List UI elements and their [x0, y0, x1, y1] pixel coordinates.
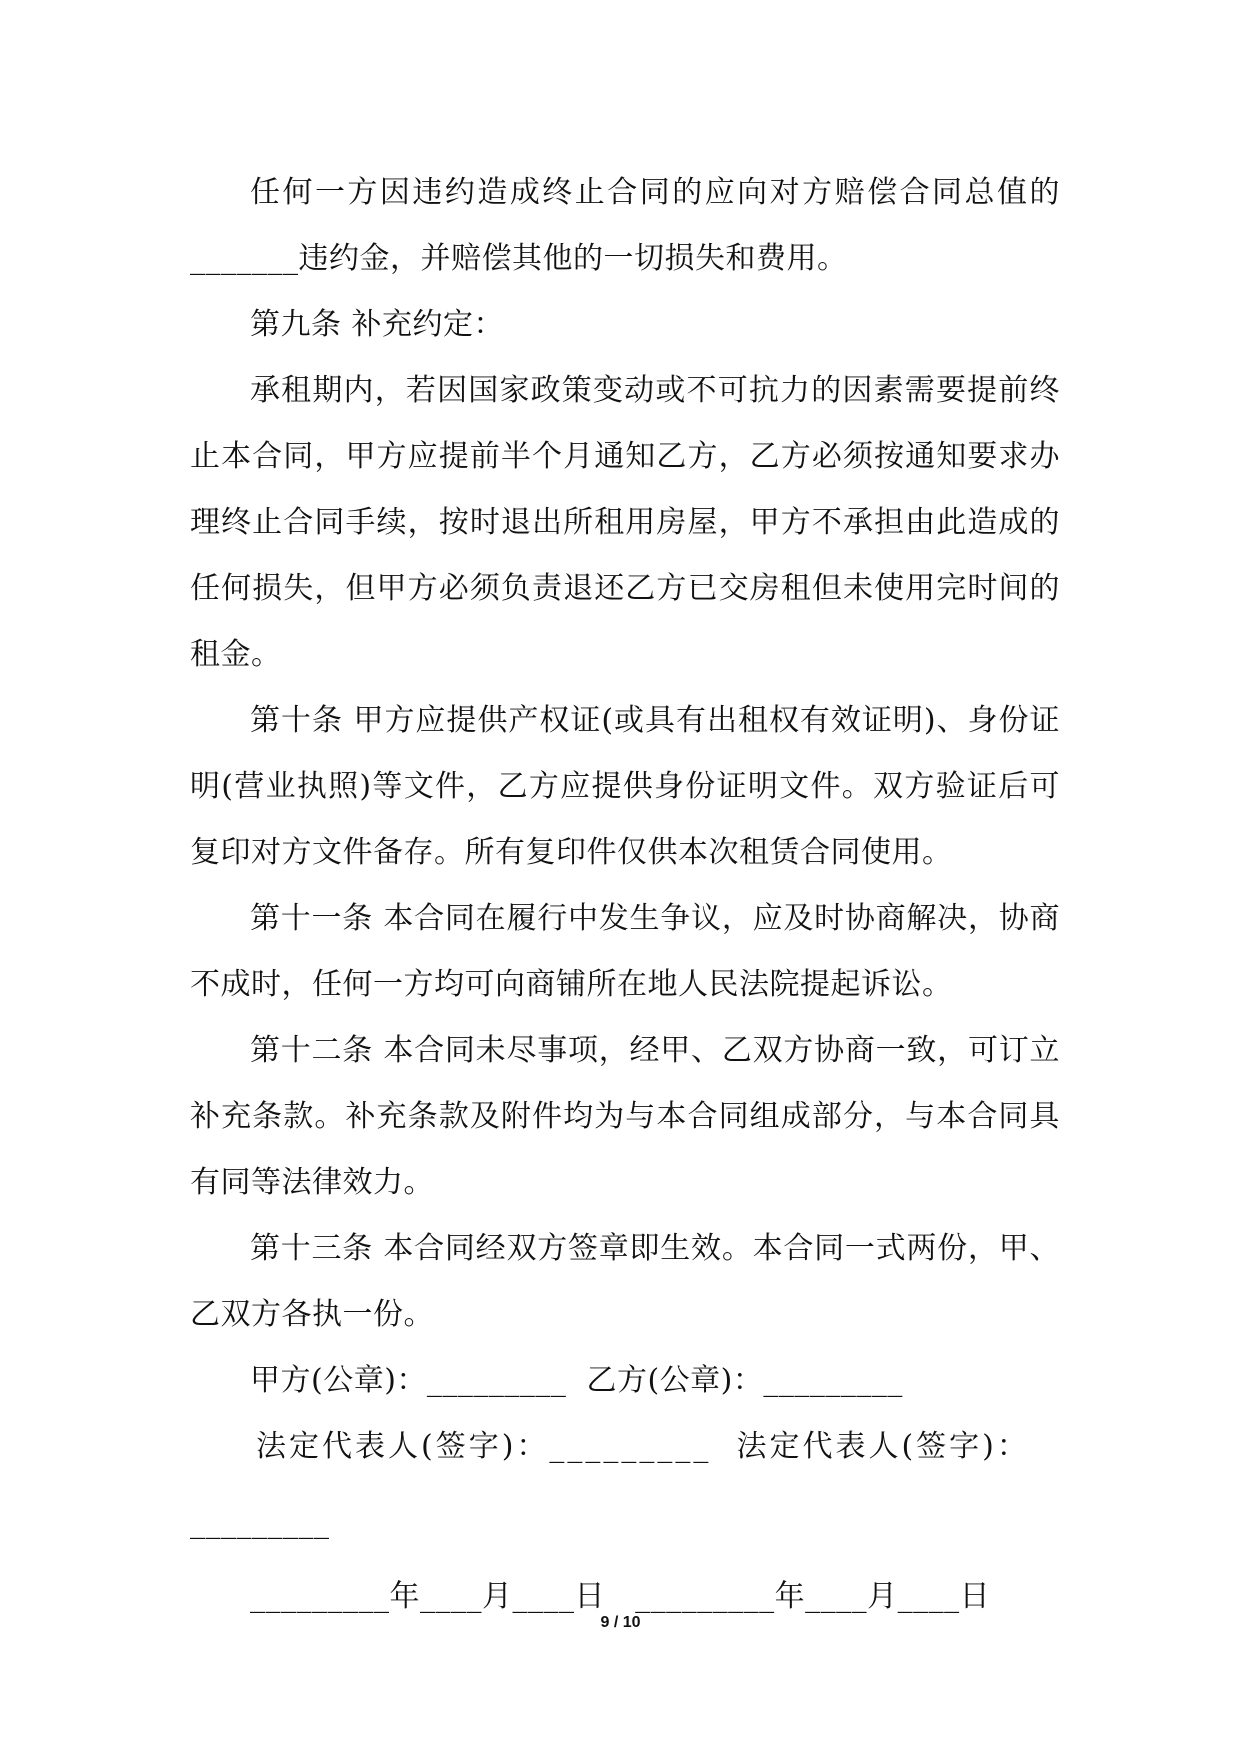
paragraph-article-13: 第十三条 本合同经双方签章即生效。本合同一式两份，甲、乙双方各执一份。	[190, 1231, 1060, 1332]
paragraph-penalty: 任何一方因违约造成终止合同的应向对方赔偿合同总值的_______违约金，并赔偿其他的一切损失和费用。	[190, 175, 1060, 276]
paragraph-article-12: 第十二条 本合同未尽事项，经甲、乙双方协商一致，可订立补充条款。补充条款及附件均为与本合同组成部分，与本合同具有同等法律效力。	[190, 1033, 1060, 1200]
heading-article-9: 第九条 补充约定：	[250, 307, 505, 342]
seal-line: 甲方(公章)：_________ 乙方(公章)：_________	[250, 1363, 903, 1398]
paragraph-article-10: 第十条 甲方应提供产权证(或具有出租权有效证明)、身份证明(营业执照)等文件，乙方应提供身份证明文件。双方验证后可复印对方文件备存。所有复印件仅供本次租赁合同使用。	[190, 703, 1060, 870]
date-line: _________年____月____日 _________年____月____日	[250, 1579, 991, 1614]
paragraph-article-11: 第十一条 本合同在履行中发生争议，应及时协商解决，协商不成时，任何一方均可向商铺所在地人民法院提起诉讼。	[190, 901, 1060, 1002]
page-number: 9 / 10	[600, 1614, 641, 1631]
paragraph-article-9: 承租期内，若因国家政策变动或不可抗力的因素需要提前终止本合同，甲方应提前半个月通知乙方，乙方必须按通知要求办理终止合同手续，按时退出所租用房屋，甲方不承担由此造成的任何损失，但甲方必须负责退还乙方已交房租但未使用完时间的租金。	[190, 373, 1060, 672]
representative-blank: _________	[190, 1505, 330, 1540]
representative-line: 法定代表人(签字)：_________ 法定代表人(签字)：	[256, 1429, 1030, 1464]
contract-body	[190, 160, 1060, 1630]
